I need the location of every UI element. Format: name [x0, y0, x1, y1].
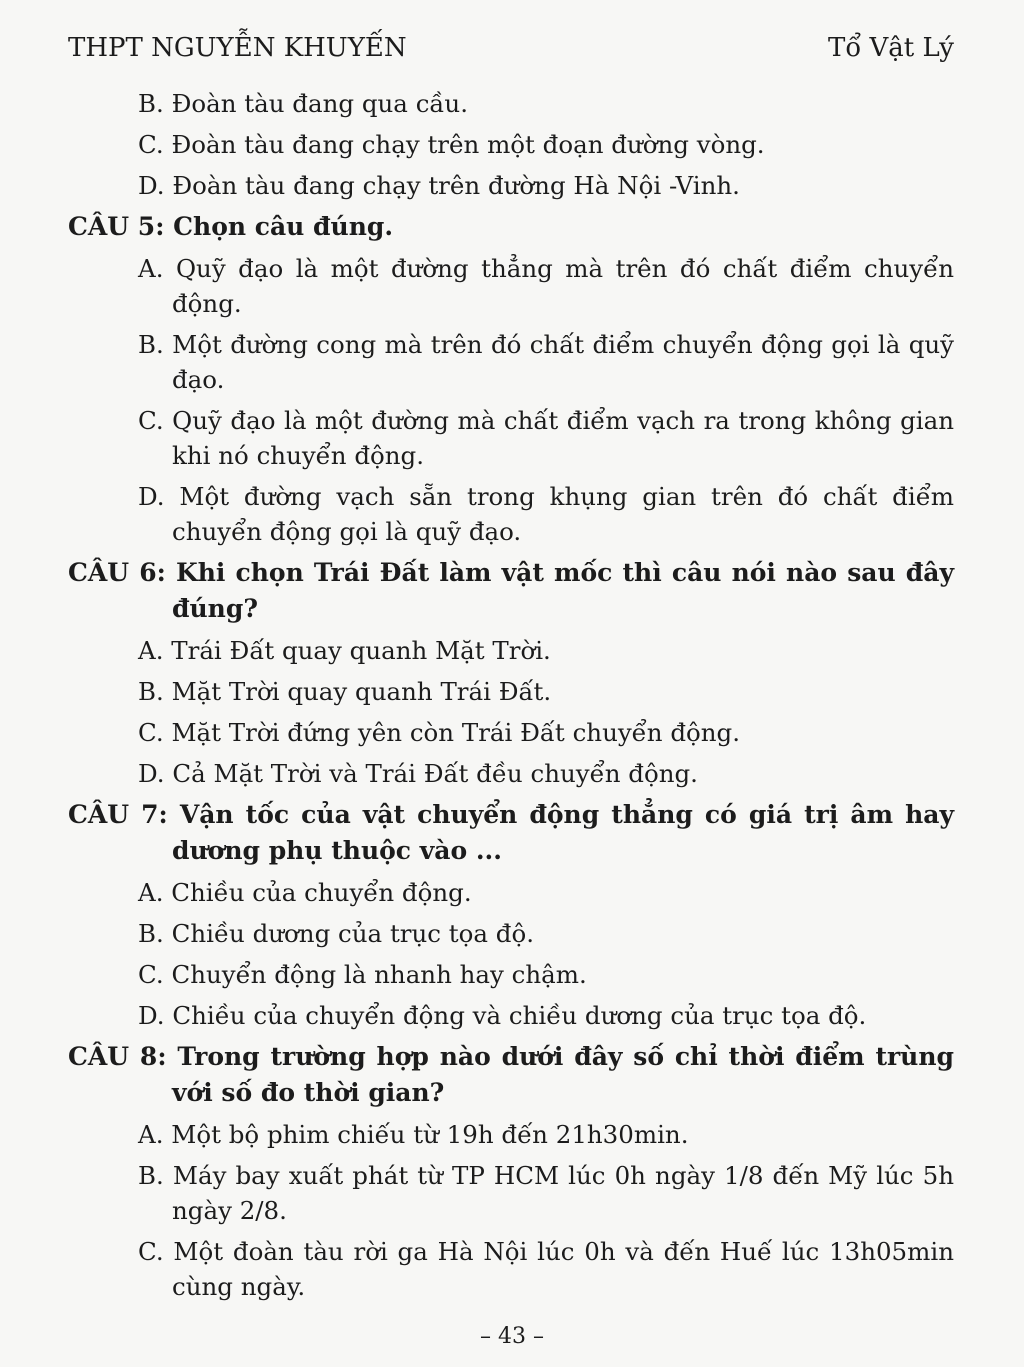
answer-option: C. Mặt Trời đứng yên còn Trái Đất chuyển động.: [138, 718, 741, 747]
answer-option: D. Cả Mặt Trời và Trái Đất đều chuyển động.: [138, 759, 698, 788]
question-5: CÂU 5: Chọn câu đúng.: [68, 212, 394, 241]
answer-option: D. Đoàn tàu đang chạy trên đường Hà Nội -Vinh.: [138, 171, 740, 200]
answer-option: B. Mặt Trời quay quanh Trái Đất.: [138, 677, 552, 706]
answer-option: D. Một đường vạch sẵn trong khụng gian trên đó chất điểm chuyển động gọi là quỹ đạo.: [138, 482, 954, 546]
page-header: [68, 28, 954, 68]
answer-option: C. Một đoàn tàu rời ga Hà Nội lúc 0h và đến Huế lúc 13h05min cùng ngày.: [138, 1237, 954, 1301]
answer-option: B. Đoàn tàu đang qua cầu.: [138, 89, 468, 118]
question-6: CÂU 6: Khi chọn Trái Đất làm vật mốc thì câu nói nào sau đây đúng?: [68, 558, 954, 623]
department-name: Tổ Vật Lý: [827, 33, 954, 63]
answer-option: B. Một đường cong mà trên đó chất điểm chuyển động gọi là quỹ đạo.: [138, 330, 954, 394]
answer-option: C. Đoàn tàu đang chạy trên một đoạn đường vòng.: [138, 130, 765, 159]
school-name: THPT NGUYỄN KHUYẾN: [68, 33, 407, 63]
answer-option: C. Quỹ đạo là một đường mà chất điểm vạch ra trong không gian khi nó chuyển động.: [138, 406, 954, 470]
question-7: CÂU 7: Vận tốc của vật chuyển động thẳng có giá trị âm hay dương phụ thuộc vào ...: [68, 800, 954, 865]
answer-option: A. Một bộ phim chiếu từ 19h đến 21h30min.: [138, 1120, 689, 1149]
question-content: [68, 86, 954, 1310]
page-number: – 43 –: [480, 1324, 544, 1349]
answer-option: B. Máy bay xuất phát từ TP HCM lúc 0h ngày 1/8 đến Mỹ lúc 5h ngày 2/8.: [138, 1161, 954, 1225]
answer-option: B. Chiều dương của trục tọa độ.: [138, 919, 534, 948]
question-8: CÂU 8: Trong trường hợp nào dưới đây số chỉ thời điểm trùng với số đo thời gian?: [68, 1042, 954, 1107]
answer-option: A. Chiều của chuyển động.: [138, 878, 472, 907]
answer-option: C. Chuyển động là nhanh hay chậm.: [138, 960, 587, 989]
answer-option: A. Quỹ đạo là một đường thẳng mà trên đó chất điểm chuyển động.: [138, 254, 954, 318]
answer-option: A. Trái Đất quay quanh Mặt Trời.: [138, 636, 551, 665]
answer-option: D. Chiều của chuyển động và chiều dương của trục tọa độ.: [138, 1001, 867, 1030]
